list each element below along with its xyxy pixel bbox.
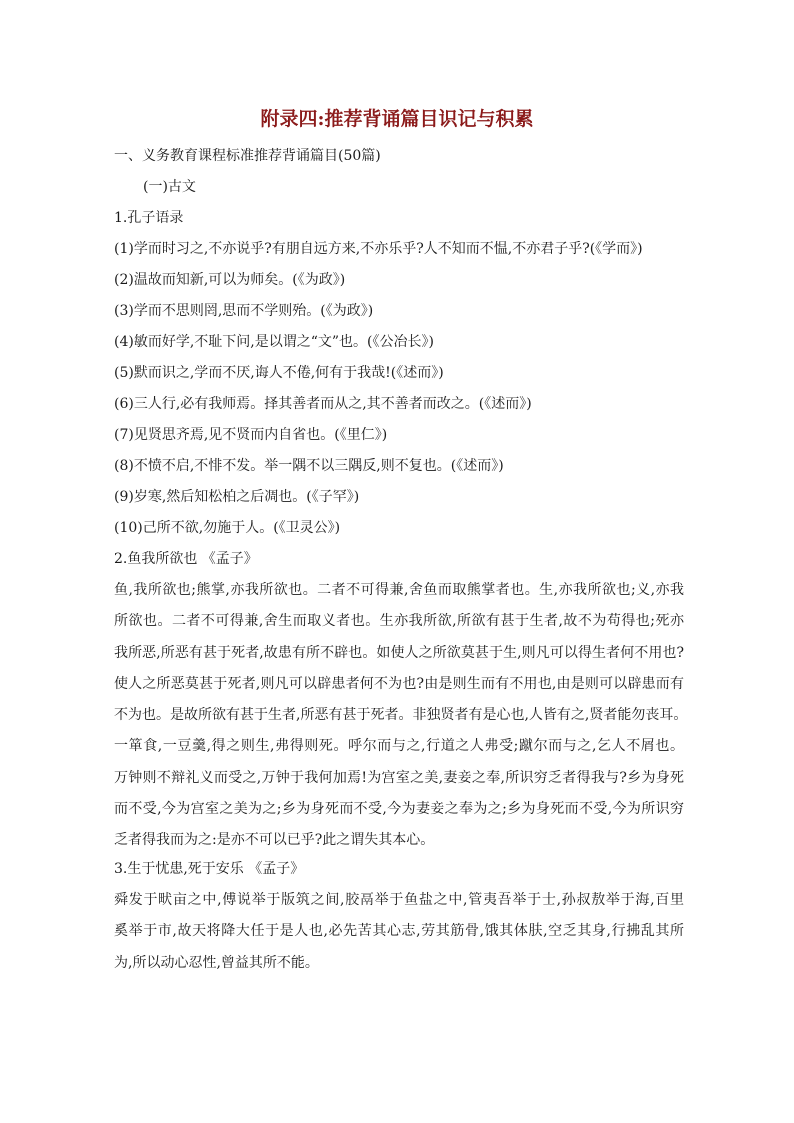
passage-line: 乏者得我而为之:是亦不可以已乎?此之谓失其本心。 — [114, 832, 435, 849]
piece-heading-confucius: 1.孔子语录 — [114, 210, 184, 226]
quote-item: (8)不愤不启,不悱不发。举一隅不以三隅反,则不复也。(《述而》) — [114, 458, 504, 474]
quote-item: (2)温故而知新,可以为师矣。(《为政》) — [114, 272, 346, 288]
passage-line: 奚举于市,故天将降大任于是人也,必先苦其心志,劳其筋骨,饿其体肤,空乏其身,行拂乱其所 — [114, 923, 684, 940]
passage-line: 使人之所恶莫甚于死者,则凡可以辟患者何不为也?由是则生而有不用也,由是则可以辟患而有 — [114, 675, 684, 692]
passage-sorrow — [114, 885, 684, 979]
quote-item: (7)见贤思齐焉,见不贤而内自省也。(《里仁》) — [114, 427, 388, 443]
passage-line: 不为也。是故所欲有甚于生者,所恶有甚于死者。非独贤者有是心也,人皆有之,贤者能勿丧耳。 — [114, 707, 688, 724]
passage-line: 而不受,今为宫室之美为之;乡为身死而不受,今为妻妾之奉为之;乡为身死而不受,今为所识穷 — [114, 801, 684, 818]
passage-line: 舜发于畎亩之中,傅说举于版筑之间,胶鬲举于鱼盐之中,管夷吾举于士,孙叔敖举于海,百里 — [114, 892, 684, 908]
piece-heading-fish: 2.鱼我所欲也 《孟子》 — [114, 551, 258, 567]
quote-item: (6)三人行,必有我师焉。择其善者而从之,其不善者而改之。(《述而》) — [114, 396, 532, 412]
passage-line: 我所恶,所恶有甚于死者,故患有所不辟也。如使人之所欲莫甚于生,则凡可以得生者何不用也? — [114, 644, 684, 661]
passage-fish — [114, 575, 688, 857]
quote-item: (5)默而识之,学而不厌,诲人不倦,何有于我哉!(《述而》) — [114, 365, 444, 381]
quote-item: (10)己所不欲,勿施于人。(《卫灵公》) — [114, 520, 341, 536]
passage-line: 为,所以动心忍性,曾益其所不能。 — [114, 954, 319, 971]
piece-heading-sorrow: 3.生于忧患,死于安乐 《孟子》 — [114, 861, 305, 877]
quote-item: (9)岁寒,然后知松柏之后凋也。(《子罕》) — [114, 489, 360, 505]
passage-line: 万钟则不辩礼义而受之,万钟于我何加焉!为宫室之美,妻妾之奉,所识穷乏者得我与?乡为身死 — [114, 769, 684, 786]
quote-item: (3)学而不思则罔,思而不学则殆。(《为政》) — [114, 303, 374, 319]
subsection-heading: (一)古文 — [143, 179, 196, 195]
section-heading: 一、义务教育课程标准推荐背诵篇目(50篇) — [114, 148, 381, 164]
passage-line: 一箪食,一豆羹,得之则生,弗得则死。呼尔而与之,行道之人弗受;蹴尔而与之,乞人不屑也。 — [114, 738, 684, 755]
page-title: 附录四:推荐背诵篇目识记与积累 — [260, 108, 534, 130]
quote-item: (4)敏而好学,不耻下问,是以谓之“文”也。(《公冶长》) — [114, 334, 434, 350]
quote-item: (1)学而时习之,不亦说乎?有朋自远方来,不亦乐乎?人不知而不愠,不亦君子乎?(《学而》) — [114, 241, 643, 257]
passage-line: 所欲也。二者不可得兼,舍生而取义者也。生亦我所欲,所欲有甚于生者,故不为苟得也;死亦 — [114, 613, 684, 630]
passage-line: 鱼,我所欲也;熊掌,亦我所欲也。二者不可得兼,舍鱼而取熊掌者也。生,亦我所欲也;义,亦我 — [114, 582, 684, 598]
